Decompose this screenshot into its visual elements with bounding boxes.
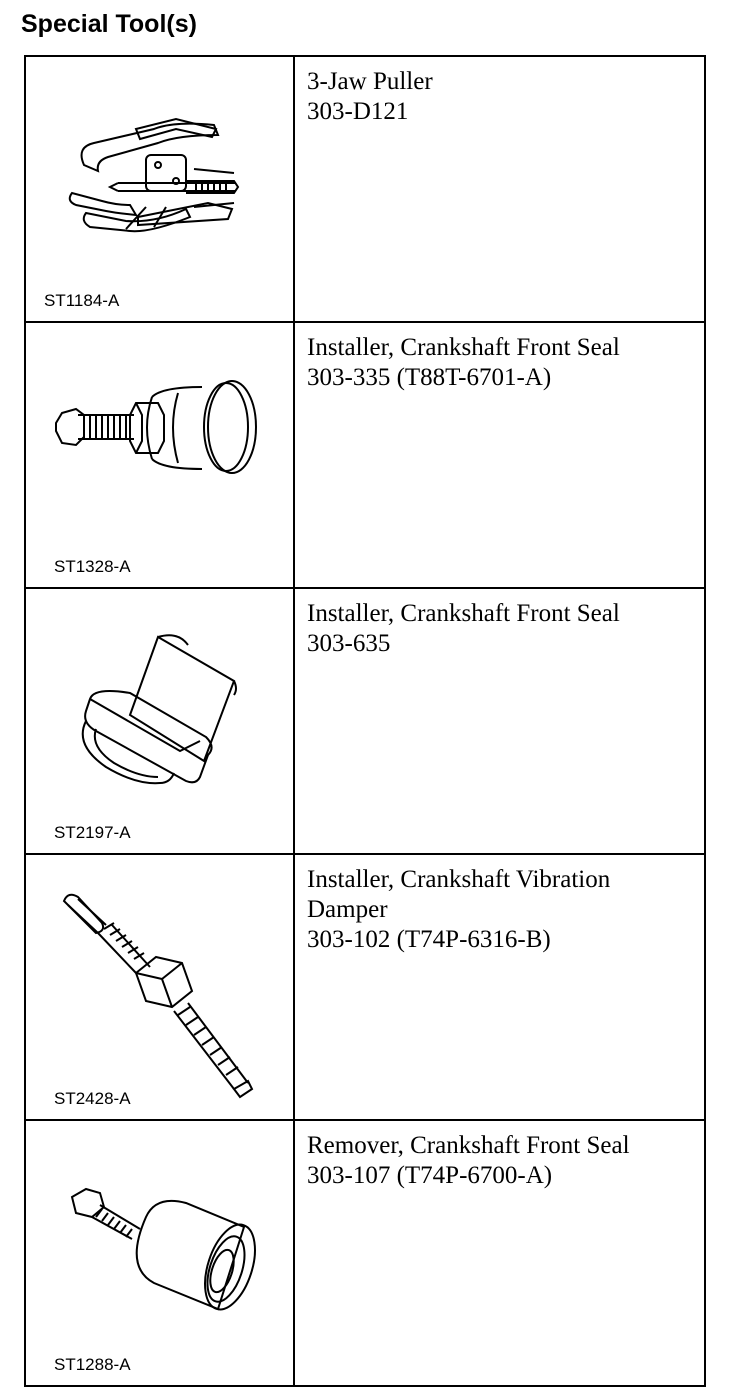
table-row: [25, 588, 705, 854]
tool-name: 3-Jaw Puller: [307, 68, 433, 95]
seal-remover-icon: [26, 1121, 293, 1375]
tool-part-number: 303-335 (T88T-6701-A): [307, 364, 552, 391]
tool-name: Remover, Crankshaft Front Seal: [307, 1132, 630, 1159]
tool-code: ST1288-A: [54, 1355, 131, 1374]
special-tools-table: [24, 55, 706, 1387]
tool-part-number: 303-102 (T74P-6316-B): [307, 926, 551, 953]
tool-description-cell: [294, 854, 705, 1120]
page-title: Special Tool(s): [21, 10, 197, 38]
tool-part-number: 303-D121: [307, 98, 409, 125]
seal-installer-bolt-icon: [26, 323, 293, 577]
tool-part-number: 303-107 (T74P-6700-A): [307, 1162, 553, 1189]
tool-image-cell: [25, 854, 294, 1120]
table-row: [25, 56, 705, 322]
tool-description-cell: [294, 322, 705, 588]
damper-installer-icon: [26, 855, 293, 1109]
seal-installer-cup-icon: [26, 589, 293, 843]
tool-description-cell: [294, 1120, 705, 1386]
tool-part-number: 303-635: [307, 630, 391, 657]
tool-name-continued: Damper: [307, 896, 388, 923]
table-row: [25, 322, 705, 588]
tool-code: ST2197-A: [54, 823, 131, 842]
tool-description-cell: [294, 56, 705, 322]
jaw-puller-icon: [26, 57, 293, 311]
tool-name: Installer, Crankshaft Vibration: [307, 866, 611, 893]
tool-description-cell: [294, 588, 705, 854]
table-row: [25, 1120, 705, 1386]
tool-name: Installer, Crankshaft Front Seal: [307, 334, 620, 361]
tool-name: Installer, Crankshaft Front Seal: [307, 600, 620, 627]
tool-image-cell: [25, 1120, 294, 1386]
tool-code: ST2428-A: [54, 1089, 131, 1108]
tool-code: ST1328-A: [54, 557, 131, 576]
table-row: [25, 854, 705, 1120]
tool-code: ST1184-A: [44, 291, 120, 310]
tool-image-cell: [25, 588, 294, 854]
tool-image-cell: [25, 56, 294, 322]
tool-image-cell: [25, 322, 294, 588]
